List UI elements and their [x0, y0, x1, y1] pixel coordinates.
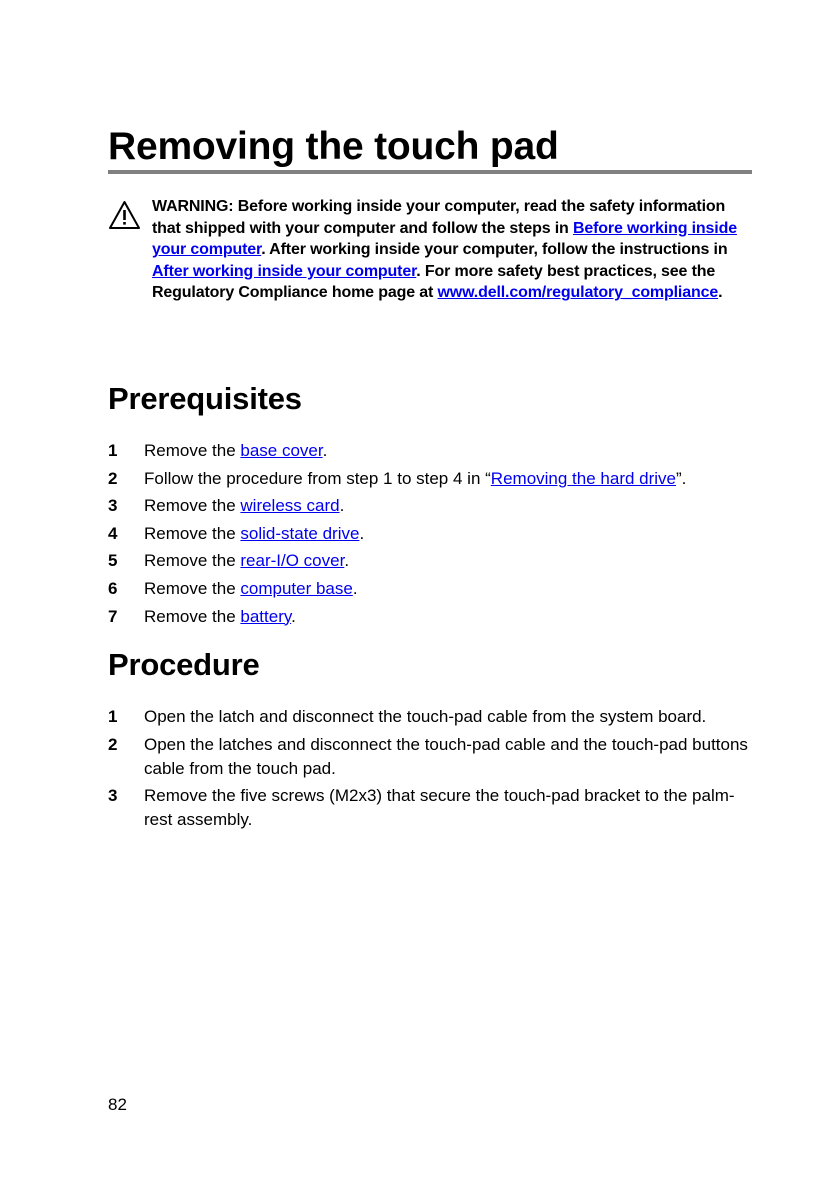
link-wireless-card[interactable]: wireless card: [240, 496, 340, 516]
step-number: 1: [108, 707, 118, 726]
step-number: 5: [108, 551, 118, 571]
warning-text-segment: . For more safety best practices, see the Regulatory Compliance home page at: [152, 262, 716, 302]
warning-text-segment: . After working inside your computer, follow the instructions in: [261, 241, 728, 259]
procedure-step: [108, 784, 748, 832]
step-text: Remove the: [144, 496, 241, 516]
step-number: 4: [108, 523, 118, 543]
step-text: Open the latch and disconnect the touch-pad cable from the system board.: [144, 707, 707, 726]
step-text: .: [339, 496, 345, 516]
title-underline-rule: [108, 170, 752, 174]
prerequisite-step: [108, 439, 748, 463]
procedure-heading: Procedure: [108, 647, 260, 682]
procedure-step: [108, 733, 748, 781]
step-text: Remove the five screws (M2x3) that secure the touch-pad bracket to the palm-rest assembly.: [144, 786, 735, 830]
step-text: Remove the: [144, 551, 241, 571]
prerequisites-heading: Prerequisites: [108, 381, 302, 416]
warning-text-segment: .: [718, 284, 723, 302]
step-text: Remove the: [144, 523, 241, 543]
prerequisite-step: [108, 549, 748, 573]
step-text: .: [344, 551, 350, 571]
step-text: .: [322, 441, 328, 460]
link-battery[interactable]: battery: [240, 606, 292, 626]
link-before-working-inside[interactable]: Before working inside your computer: [152, 219, 737, 259]
prerequisite-step: [108, 494, 748, 518]
link-removing-hard-drive[interactable]: Removing the hard drive: [490, 468, 677, 488]
link-base-cover[interactable]: base cover: [240, 441, 323, 460]
prerequisite-step: [108, 577, 748, 601]
step-text: .: [291, 606, 296, 626]
step-number: 1: [108, 441, 118, 460]
page-number: 82: [108, 1095, 127, 1114]
step-number: 2: [108, 468, 118, 488]
prerequisite-step: [108, 522, 748, 546]
warning-triangle-icon: [108, 200, 141, 230]
step-text: Remove the: [144, 606, 241, 626]
step-number: 2: [108, 734, 118, 754]
step-text: Open the latches and disconnect the touch-pad cable and the touch-pad buttons cable from the touch pad.: [144, 734, 748, 778]
step-text: .: [359, 523, 365, 543]
step-number: 6: [108, 578, 118, 598]
step-text: Follow the procedure from step 1 to step 4 in “: [144, 468, 491, 488]
warning-text-segment: WARNING: Before working inside your computer, read the safety information that shipped with your computer and follow the steps in: [152, 198, 726, 237]
step-number: 7: [108, 606, 118, 626]
link-after-working-inside[interactable]: After working inside your computer: [152, 262, 417, 280]
procedure-step: [108, 705, 748, 729]
prerequisites-list: [108, 439, 748, 632]
step-text: Remove the: [144, 578, 241, 598]
warning-text: [152, 196, 752, 304]
step-number: 3: [108, 786, 118, 806]
prerequisite-step: [108, 467, 748, 491]
page-title: Removing the touch pad: [108, 125, 559, 168]
step-text: Remove the: [144, 441, 241, 460]
link-regulatory-compliance[interactable]: www.dell.com/regulatory_compliance: [437, 284, 719, 302]
step-text: .: [352, 578, 358, 598]
link-rear-io-cover[interactable]: rear-I/O cover: [240, 551, 345, 571]
link-solid-state-drive[interactable]: solid-state drive: [240, 523, 360, 543]
step-text: ”.: [676, 468, 687, 488]
link-computer-base[interactable]: computer base: [240, 578, 353, 598]
step-number: 3: [108, 496, 118, 516]
procedure-list: [108, 705, 748, 836]
prerequisite-step: [108, 605, 748, 629]
